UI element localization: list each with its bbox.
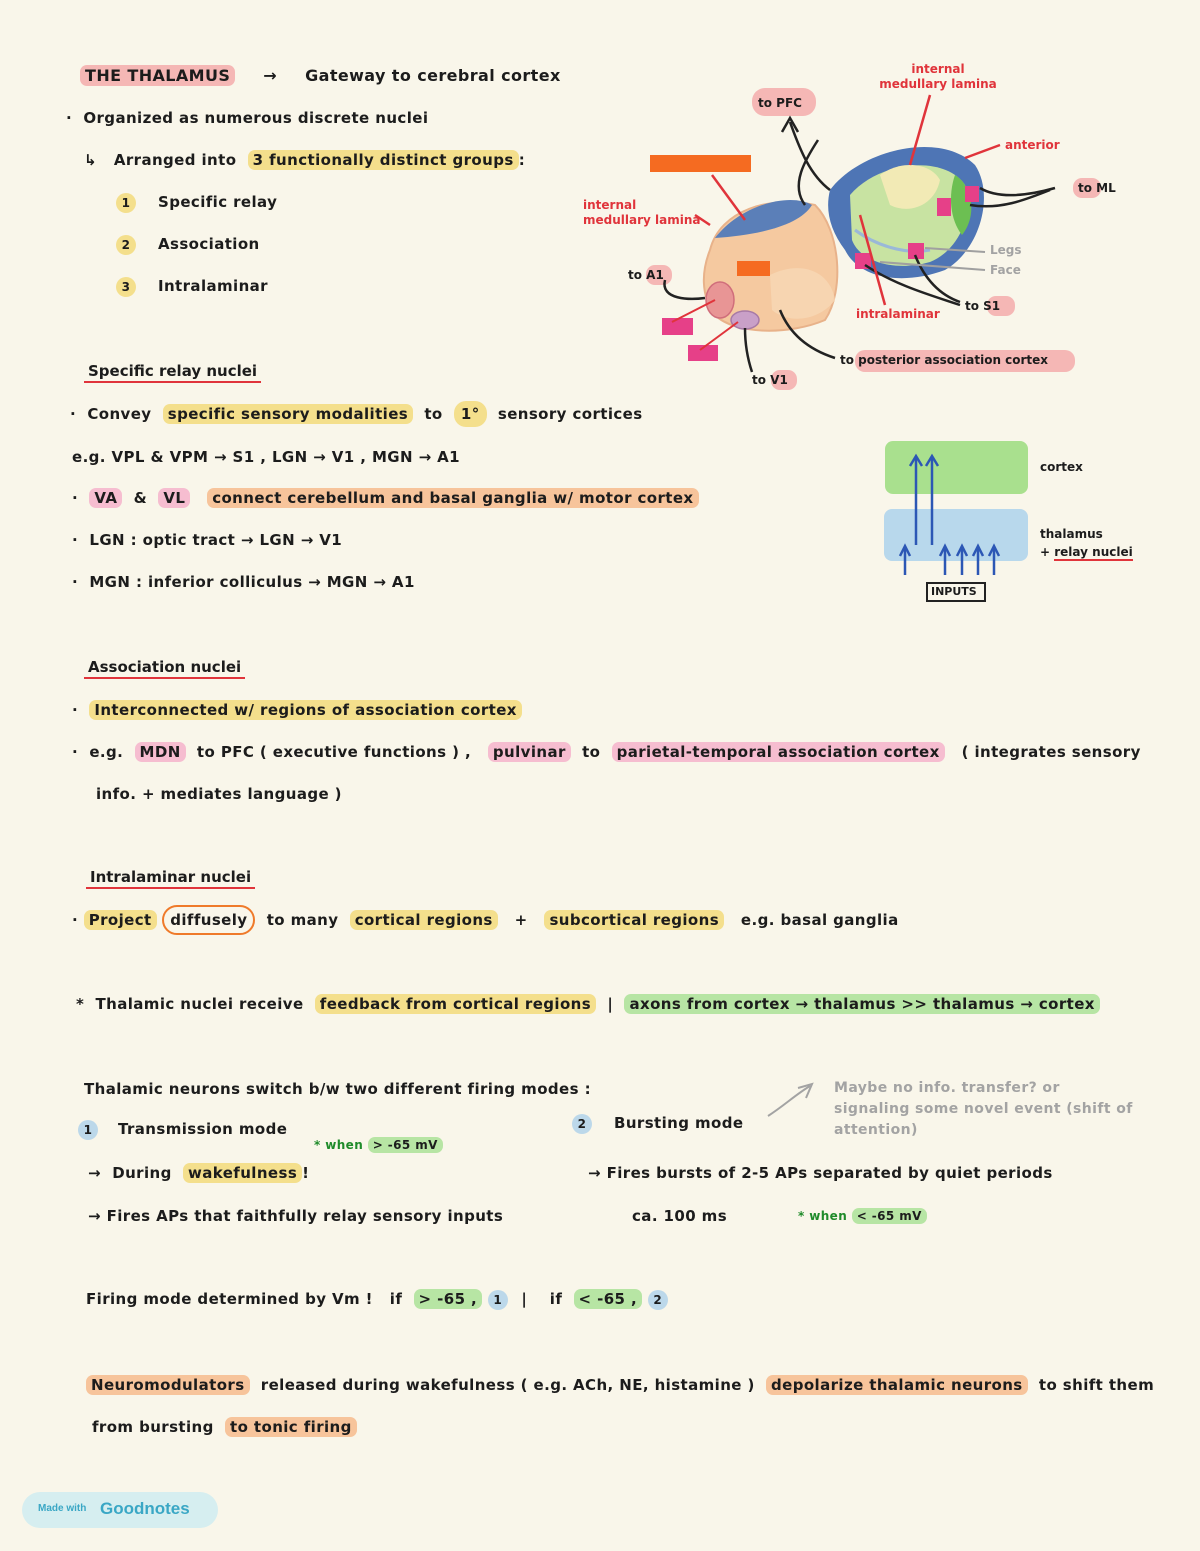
relay-plus: + (1040, 545, 1051, 559)
mode-2-condition (798, 1209, 927, 1223)
vl-badge: VL (158, 488, 190, 508)
mode-2-label: Bursting mode (614, 1114, 744, 1132)
feedback-highlight-2: axons from cortex → thalamus >> thalamus → cortex (624, 994, 1099, 1014)
va-badge: VA (89, 488, 122, 508)
cortical-regions-highlight: cortical regions (350, 910, 498, 930)
specific-line-3 (72, 489, 699, 507)
wakefulness-highlight: wakefulness (183, 1163, 302, 1183)
mode-2-note: Maybe no info. transfer? or signaling some novel event (shift of attention) (834, 1080, 1133, 1138)
goodnotes-badge[interactable] (22, 1492, 218, 1528)
section-heading-association: Association nuclei (84, 658, 245, 679)
parietal-temporal-badge: parietal-temporal association cortex (612, 742, 945, 762)
mode-1-exclaim: ! (302, 1164, 310, 1182)
section-heading-specific: Specific relay nuclei (84, 362, 261, 383)
posterior-cortex-text: posterior association cortex (858, 353, 1049, 367)
mode-1-line-1 (88, 1164, 309, 1182)
association-line-2 (72, 743, 1141, 761)
neuromodulators-highlight: Neuromodulators (86, 1375, 250, 1395)
association-text-2b: to PFC ( executive functions ) , (196, 743, 472, 761)
intro-text-1: Organized as numerous discrete nuclei (83, 109, 429, 127)
group-number: 1 (116, 193, 136, 213)
bullet-dot: · (72, 911, 79, 929)
specific-line-4 (72, 531, 342, 549)
mode-2-badge: 2 (572, 1114, 592, 1134)
project-highlight: Project (84, 910, 157, 930)
hook-arrow: ↳ (84, 151, 97, 169)
arrow: → (88, 1164, 101, 1182)
specific-highlight-1: specific sensory modalities (163, 404, 413, 424)
legs-label: Legs (990, 243, 1022, 257)
bullet-dot: · (66, 109, 73, 127)
feedback-separator: | (607, 995, 614, 1013)
section-heading-intralaminar: Intralaminar nuclei (86, 868, 255, 889)
to-pfc-label: to PFC (758, 96, 802, 110)
diffusely-circled: diffusely (162, 905, 255, 935)
mode-1-when: * when (314, 1138, 364, 1152)
mode-1-title (78, 1120, 287, 1140)
to-ml-label (1058, 181, 1116, 195)
result-2-badge: 2 (648, 1290, 668, 1310)
mode-2-title (572, 1114, 743, 1134)
mode-2-line-2 (632, 1207, 727, 1225)
intro-colon: : (518, 151, 526, 169)
amp: & (133, 489, 148, 507)
feedback-highlight-1: feedback from cortical regions (315, 994, 596, 1014)
relay-nuclei-label (1040, 545, 1133, 559)
subcortical-regions-highlight: subcortical regions (544, 910, 724, 930)
title-arrow: → (263, 66, 278, 85)
internal-medullary-lamina-left: internal medullary lamina (583, 198, 701, 227)
anterior-label: anterior (1005, 138, 1060, 152)
mode-1-label: Transmission mode (118, 1120, 288, 1138)
mode-2-threshold: < -65 mV (852, 1208, 927, 1224)
if-2: if (549, 1290, 563, 1308)
bullet-dot: · (72, 489, 79, 507)
specific-text-1b: to (424, 405, 443, 423)
specific-text-4: LGN : optic tract → LGN → V1 (89, 531, 343, 549)
mode-1-line-2: → Fires APs that faithfully relay sensory inputs (88, 1207, 504, 1225)
condition-1: > -65 , (414, 1289, 483, 1309)
internal-medullary-lamina-top: internal medullary lamina (879, 62, 997, 91)
association-highlight-1: Interconnected w/ regions of association cortex (89, 700, 522, 720)
bullet-dot: · (72, 701, 79, 719)
specific-line-2: e.g. VPL & VPM → S1 , LGN → V1 , MGN → A1 (72, 448, 461, 466)
label-redaction-top (650, 155, 751, 172)
mode-1-badge: 1 (78, 1120, 98, 1140)
tonic-firing-highlight: to tonic firing (225, 1417, 357, 1437)
mode-2-line-1: → Fires bursts of 2-5 APs separated by quiet periods (588, 1164, 1053, 1182)
label-redaction-mid (737, 261, 770, 276)
page-subtitle: Gateway to cerebral cortex (305, 66, 561, 85)
neuromod-line-2 (92, 1418, 357, 1436)
face-label: Face (990, 263, 1021, 277)
intralaminar-label: intralaminar (856, 307, 940, 321)
group-label: Intralaminar (158, 277, 268, 295)
mdn-badge: MDN (135, 742, 186, 762)
neuromod-text-c: from bursting (92, 1418, 214, 1436)
mode-1-text-a: During (112, 1164, 172, 1182)
feedback-text: Thalamic nuclei receive (95, 995, 304, 1013)
mode-1-threshold: > -65 mV (368, 1137, 443, 1153)
determined-separator: | (521, 1290, 528, 1308)
association-text-2d: ( integrates sensory (961, 743, 1141, 761)
specific-text-1a: Convey (87, 405, 152, 423)
page-title: THE THALAMUS (80, 65, 235, 86)
primary-badge: 1° (454, 401, 487, 427)
group-label: Specific relay (158, 193, 278, 211)
cortex-label: cortex (1040, 460, 1083, 474)
bullet-dot: · (72, 531, 79, 549)
bullet-dot: · (70, 405, 77, 423)
neuromod-text-a: released during wakefulness ( e.g. ACh, NE, histamine ) (260, 1376, 755, 1394)
specific-highlight-3: connect cerebellum and basal ganglia w/ motor cortex (207, 488, 698, 508)
cortex-box (885, 441, 1028, 494)
feedback-line (76, 995, 1100, 1013)
bullet-dot: · (72, 573, 79, 591)
goodnotes-logo-text: Goodnotes (100, 1499, 190, 1518)
association-text-2a: e.g. (89, 743, 124, 761)
plus-sign: + (514, 911, 528, 929)
specific-line-5 (72, 573, 415, 591)
association-line-1 (72, 701, 522, 719)
intralaminar-text-b: e.g. basal ganglia (740, 911, 899, 929)
mode-2-when: * when (798, 1209, 848, 1223)
made-with-text: Made with (38, 1503, 87, 1514)
result-1-badge: 1 (488, 1290, 508, 1310)
to-v1-label: to V1 (752, 373, 788, 387)
group-number: 2 (116, 235, 136, 255)
to-posterior-text: to (840, 353, 854, 367)
group-label: Association (158, 235, 260, 253)
star-marker: * (76, 995, 85, 1013)
association-text-2c: to (582, 743, 601, 761)
depolarize-highlight: depolarize thalamic neurons (766, 1375, 1028, 1395)
condition-2: < -65 , (574, 1289, 643, 1309)
determined-line (86, 1290, 668, 1310)
to-posterior-label (840, 353, 1048, 367)
bullet-dot: · (72, 743, 79, 761)
firing-intro: Thalamic neurons switch b/w two different firing modes : (84, 1080, 591, 1098)
relay-nuclei-text: relay nuclei (1054, 545, 1133, 559)
mode-1-condition (314, 1138, 443, 1152)
pulvinar-badge: pulvinar (488, 742, 571, 762)
group-number: 3 (116, 277, 136, 297)
association-line-3: info. + mediates language ) (96, 785, 342, 803)
mode-2-period: ca. 100 ms (632, 1207, 728, 1225)
thalamus-label: thalamus (1040, 527, 1103, 541)
specific-text-5: MGN : inferior colliculus → MGN → A1 (89, 573, 415, 591)
determined-text: Firing mode determined by Vm ! (86, 1290, 373, 1308)
intro-text-2a: Arranged into (113, 151, 237, 169)
to-s1-label: to S1 (965, 299, 1001, 313)
intralaminar-line-1 (72, 911, 899, 929)
inputs-label: INPUTS (931, 585, 977, 598)
specific-text-1c: sensory cortices (497, 405, 643, 423)
specific-line-1 (70, 405, 643, 423)
intralaminar-text-a: to many (266, 911, 339, 929)
to-a1-label: to A1 (628, 268, 664, 282)
neuromod-text-b: to shift them (1038, 1376, 1155, 1394)
if-1: if (389, 1290, 403, 1308)
to-ml-text: to ML (1078, 181, 1116, 195)
thalamus-diagram (0, 0, 1200, 620)
neuromod-line-1 (86, 1376, 1154, 1394)
intro-highlight: 3 functionally distinct groups (248, 150, 519, 170)
